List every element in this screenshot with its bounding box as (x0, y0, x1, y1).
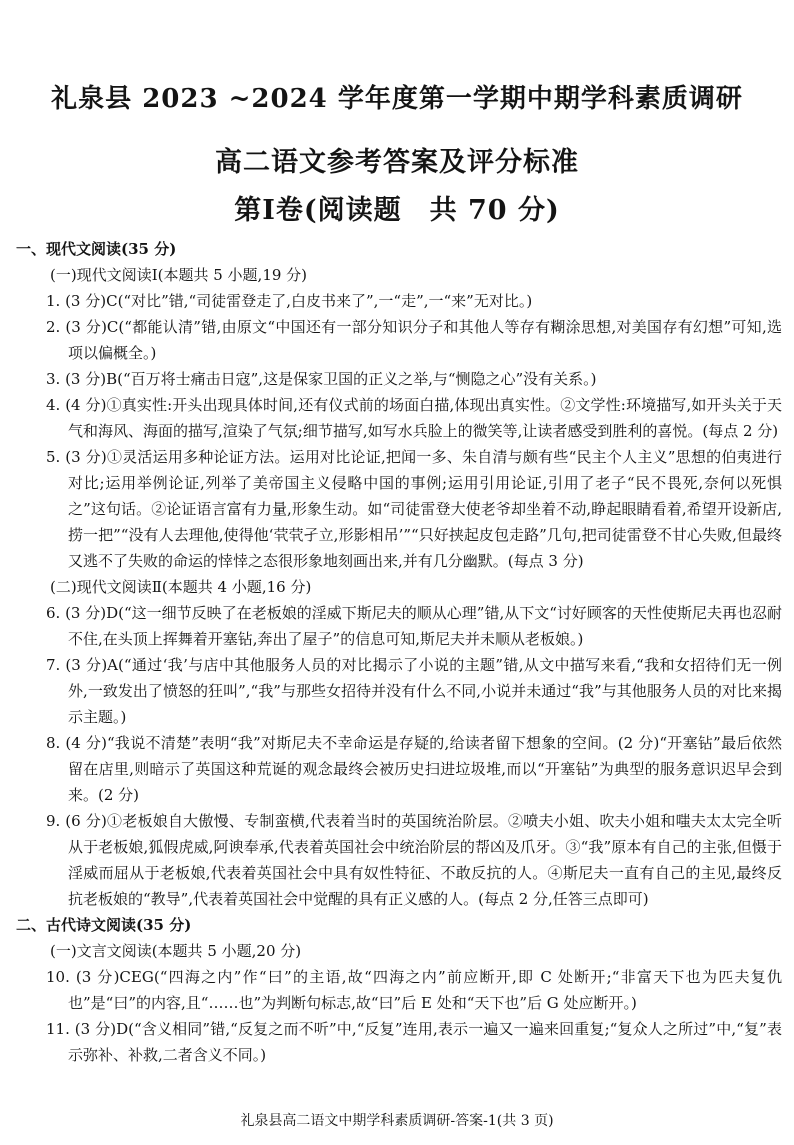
answer-10: 10. (3 分)CEG(“四海之内”作“曰”的主语,故“四海之内”前应断开,即 C 处断开;“非富天下也为匹夫复仇也”是“曰”的内容,且“……也”为判断句标志,故“曰”后 E 处和“天下也”后 G 处应断开。) (46, 968, 782, 1012)
subsection-heading-reading-2: (二)现代文阅读Ⅱ(本题共 4 小题,16 分) (50, 578, 312, 596)
answer-7: 7. (3 分)A(“通过‘我’与店中其他服务人员的对比揭示了小说的主题”错,从文中描写来看,“我和女招待们无一例外,一致发出了愤怒的狂叫”,“我”与那些女招待并没有什么不同,小说并未通过“我”与其他服务人员的对比来揭示主题。) (46, 656, 782, 726)
page-footer: 礼泉县高二语文中期学科素质调研-答案-1(共 3 页) (240, 1113, 554, 1129)
answer-4: 4. (4 分)①真实性:开头出现具体时间,还有仪式前的场面白描,体现出真实性。②文学性:环境描写,如开头关于天气和海风、海面的描写,渲染了气氛;细节描写,如写水兵脸上的微笑等,让读者感受到胜利的喜悦。(每点 2 分) (46, 396, 782, 440)
answer-2: 2. (3 分)C(“都能认清”错,由原文“中国还有一部分知识分子和其他人等存有糊涂思想,对美国存有幻想”可知,选项以偏概全。) (46, 318, 782, 362)
subsection-heading-classical-prose: (一)文言文阅读(本题共 5 小题,20 分) (50, 942, 302, 960)
part-title: 第Ⅰ卷(阅读题 共 70 分) (234, 195, 560, 226)
answer-5: 5. (3 分)①灵活运用多种论证方法。运用对比论证,把闻一多、朱自清与颇有些“民主个人主义”思想的伯夷进行对比;运用举例论证,列举了美帝国主义侵略中国的事例;运用引用论证,引用了老子“民不畏死,奈何以死惧之”这句话。②论证语言富有力量,形象生动。如“司徒雷登大使老爷却坐着不动,睁起眼睛看着,希望开设新店,捞一把”“没有人去理他,使得他‘茕茕孑立,形影相吊’”“只好挟起皮包走路”几句,把司徒雷登不甘心失败,但最终又逃不了失败的命运的悻悻之态很形象地刻画出来,并有几分幽默。(每点 3 分) (46, 448, 782, 570)
section-heading-classical-reading: 二、古代诗文阅读(35 分) (16, 916, 192, 934)
answer-9: 9. (6 分)①老板娘自大傲慢、专制蛮横,代表着当时的英国统治阶层。②喷夫小姐、吹夫小姐和嗤夫太太完全听从于老板娘,狐假虎威,阿谀奉承,代表着英国社会中统治阶层的帮凶及爪牙。③“我”原本有自己的主张,但慑于淫威而屈从于老板娘,代表着英国社会中具有奴性特征、不敢反抗的人。④斯尼夫一直有自己的主见,最终反抗老板娘的“教导”,代表着英国社会中觉醒的具有正义感的人。(每点 2 分,任答三点即可) (46, 812, 782, 908)
subsection-heading-reading-1: (一)现代文阅读Ⅰ(本题共 5 小题,19 分) (50, 266, 308, 284)
exam-title: 礼泉县 2023 ~2024 学年度第一学期中期学科素质调研 (51, 84, 743, 114)
section-heading-modern-reading: 一、现代文阅读(35 分) (16, 240, 177, 258)
answer-content (16, 236, 782, 1068)
answer-3: 3. (3 分)B(“百万将士痛击日寇”,这是保家卫国的正义之举,与“恻隐之心”没有关系。) (46, 370, 597, 388)
answer-8: 8. (4 分)“我说不清楚”表明“我”对斯尼夫不幸命运是存疑的,给读者留下想象的空间。(2 分)“开塞钻”最后依然留在店里,则暗示了英国这种荒诞的观念最终会被历史扫进垃圾堆,而以“开塞钻”为典型的服务意识迟早会到来。(2 分) (46, 734, 782, 804)
answer-11: 11. (3 分)D(“含义相同”错,“反复之而不听”中,“反复”连用,表示一遍又一遍来回重复;“复众人之所过”中,“复”表示弥补、补救,二者含义不同。) (46, 1020, 782, 1064)
answer-key-title: 高二语文参考答案及评分标准 (215, 147, 579, 178)
answer-6: 6. (3 分)D(“这一细节反映了在老板娘的淫威下斯尼夫的顺从心理”错,从下文“讨好顾客的天性使斯尼夫再也忍耐不住,在头顶上挥舞着开塞钻,奔出了屋子”的信息可知,斯尼夫并未顺从老板娘。) (46, 604, 782, 648)
answer-1: 1. (3 分)C(“对比”错,“司徒雷登走了,白皮书来了”,一“走”,一“来”无对比。) (46, 292, 533, 310)
